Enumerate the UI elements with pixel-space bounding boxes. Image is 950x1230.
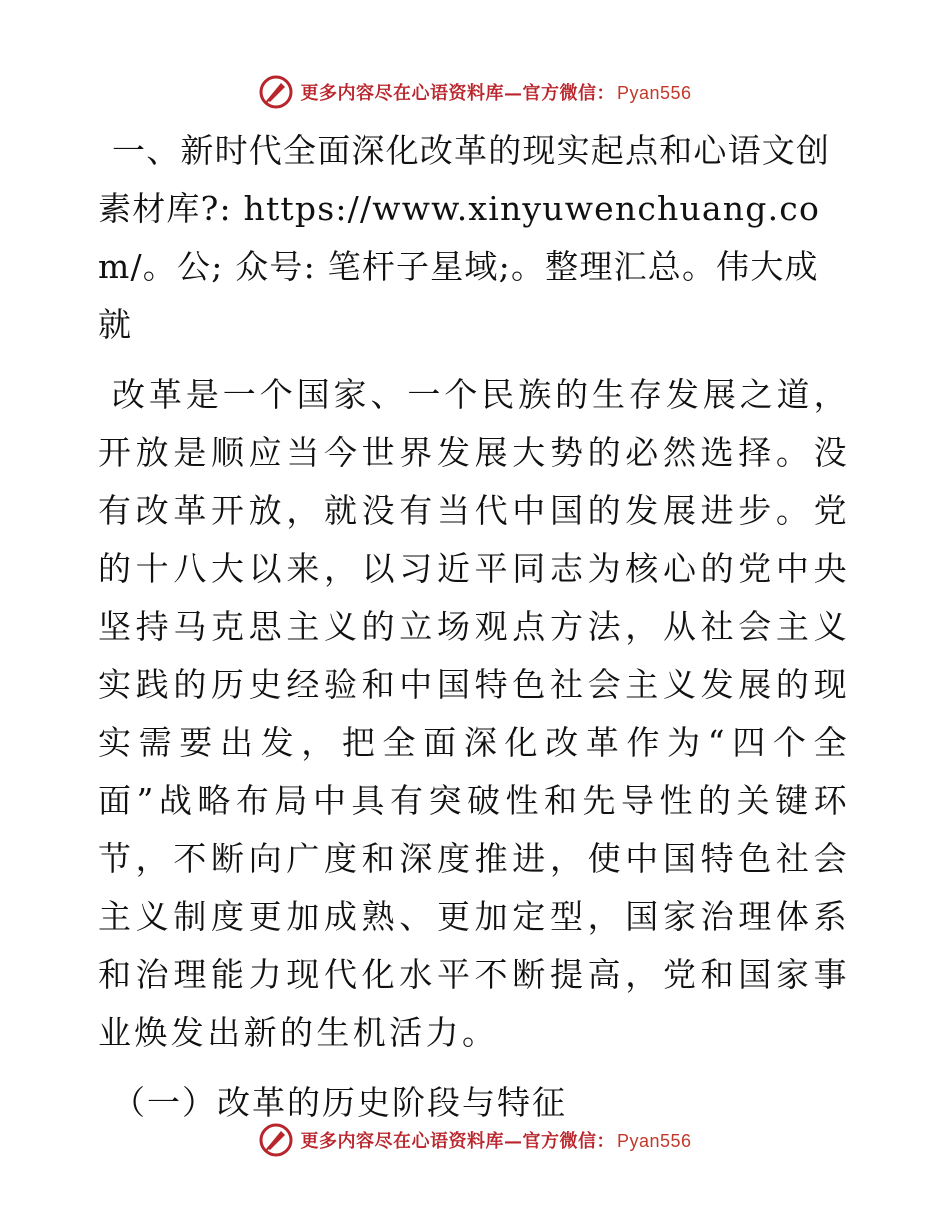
quill-pen-logo-icon	[258, 74, 294, 110]
watermark-text: 更多内容尽在心语资料库—官方微信： Pyan556	[300, 1131, 692, 1152]
document-body	[98, 122, 850, 1132]
subsection-heading: （一）改革的历史阶段与特征	[112, 1083, 567, 1122]
watermark-text: 更多内容尽在心语资料库—官方微信： Pyan556	[300, 83, 692, 104]
quill-pen-logo-icon	[258, 1122, 294, 1158]
header-watermark-banner	[0, 70, 950, 114]
body-paragraph: 改革是一个国家、一个民族的生存发展之道，开放是顺应当今世界发展大势的必然选择。没有改革开放，就没有当代中国的发展进步。党的十八大以来，以习近平同志为核心的党中央坚持马克思主义的立场观点方法，从社会主义实践的历史经验和中国特色社会主义发展的现实需要出发，把全面深化改革作为“四个全面”战略布局中具有突破性和先导性的关键环节，不断向广度和深度推进，使中国特色社会主义制度更加成熟、更加定型，国家治理体系和治理能力现代化水平不断提高，党和国家事业焕发出新的生机活力。	[98, 375, 850, 1052]
footer-watermark-banner	[0, 1118, 950, 1162]
section-heading: 一、新时代全面深化改革的现实起点和心语文创素材库?: https://www.xinyuwenchuang.com/。公; 众号: 笔杆子星域;。整理汇总。伟大成就	[98, 131, 831, 344]
